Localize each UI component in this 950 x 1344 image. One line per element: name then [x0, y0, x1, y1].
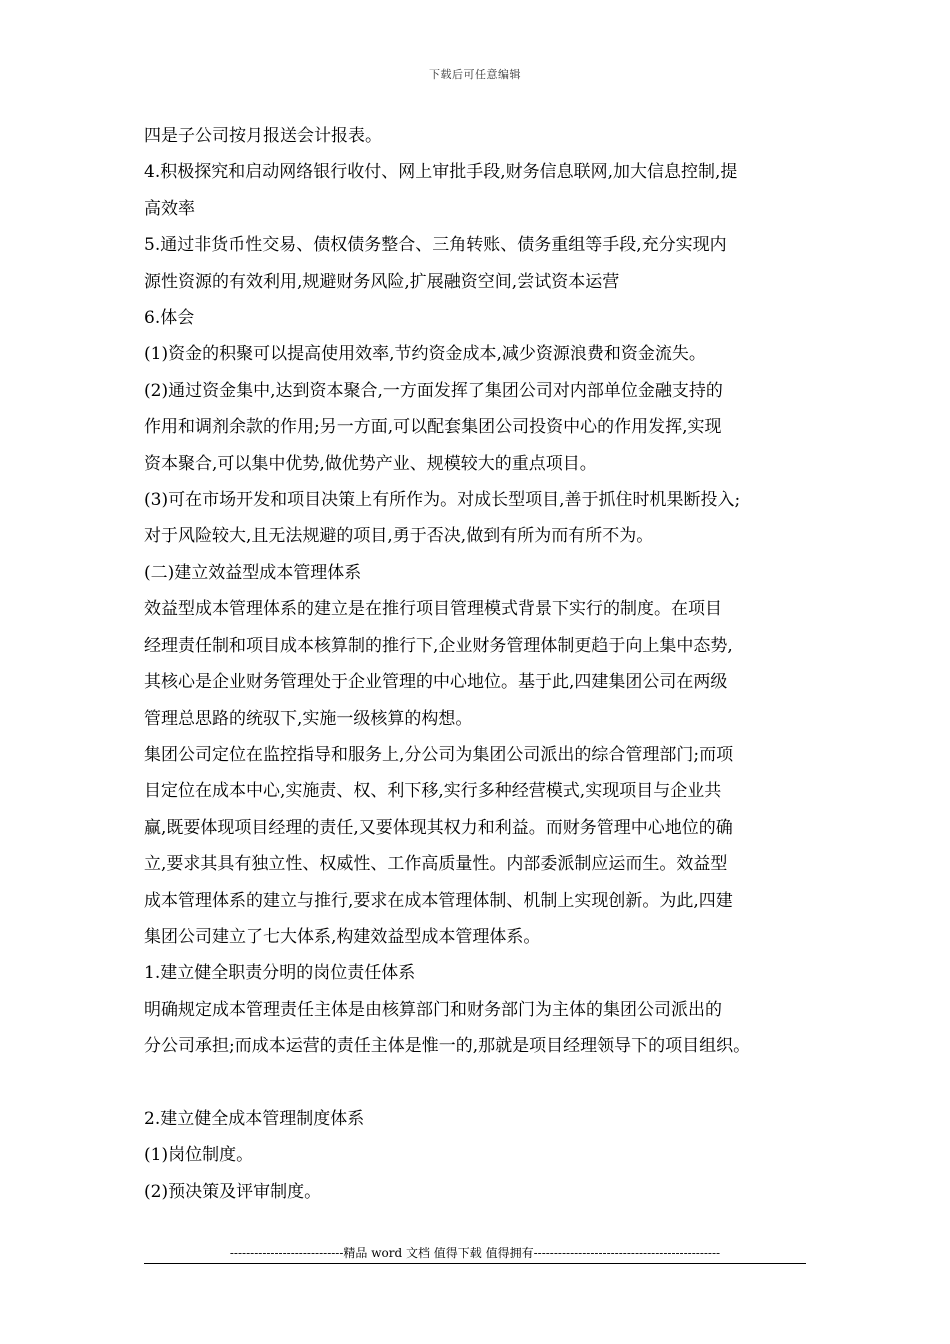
text-line: 资本聚合,可以集中优势,做优势产业、规模较大的重点项目。: [144, 453, 597, 474]
text-line: 集团公司建立了七大体系,构建效益型成本管理体系。: [144, 926, 541, 947]
text-line: 集团公司定位在监控指导和服务上,分公司为集团公司派出的综合管理部门;而项: [144, 744, 734, 765]
text-line: 四是子公司按月报送会计报表。: [144, 126, 382, 146]
text-line: 管理总思路的统驭下,实施一级核算的构想。: [144, 708, 473, 729]
text-line: 对于风险较大,且无法规避的项目,勇于否决,做到有所为而有所不为。: [144, 526, 654, 547]
text-line: (3)可在市场开发和项目决策上有所作为。对成长型项目,善于抓住时机果断投入;: [144, 490, 741, 511]
text-line: 赢,既要体现项目经理的责任,又要体现其权力和利益。而财务管理中心地位的确: [144, 817, 733, 838]
text-line: (1)岗位制度。: [144, 1145, 254, 1166]
text-line: 高效率: [144, 198, 195, 219]
text-line: 1.建立健全职责分明的岗位责任体系: [144, 963, 416, 984]
text-line: (二)建立效益型成本管理体系: [144, 562, 362, 583]
text-line: 4.积极探究和启动网络银行收付、网上审批手段,财务信息联网,加大信息控制,提: [144, 162, 738, 183]
text-line: 立,要求其具有独立性、权威性、工作高质量性。内部委派制应运而生。效益型: [144, 854, 728, 875]
text-line: 成本管理体系的建立与推行,要求在成本管理体制、机制上实现创新。为此,四建: [144, 890, 733, 911]
blank-line: [144, 1065, 820, 1101]
text-line: (2)通过资金集中,达到资本聚合,一方面发挥了集团公司对内部单位金融支持的: [144, 380, 723, 401]
text-line: 作用和调剂余款的作用;另一方面,可以配套集团公司投资中心的作用发挥,实现: [144, 417, 722, 438]
text-line: 2.建立健全成本管理制度体系: [144, 1108, 365, 1129]
text-line: 6.体会: [144, 308, 195, 329]
text-line: 经理责任制和项目成本核算制的推行下,企业财务管理体制更趋于向上集中态势,: [144, 635, 733, 656]
text-line: (2)预决策及评审制度。: [144, 1181, 322, 1202]
text-line: 源性资源的有效利用,规避财务风险,扩展融资空间,尝试资本运营: [144, 271, 620, 292]
text-line: 效益型成本管理体系的建立是在推行项目管理模式背景下实行的制度。在项目: [144, 599, 722, 620]
page-header: 下载后可任意编辑: [429, 68, 521, 81]
text-line: (1)资金的积聚可以提高使用效率,节约资金成本,减少资源浪费和资金流失。: [144, 344, 706, 365]
document-body: [144, 118, 820, 1210]
text-line: 明确规定成本管理责任主体是由核算部门和财务部门为主体的集团公司派出的: [144, 999, 722, 1020]
text-line: 目定位在成本中心,实施责、权、利下移,实行多种经营模式,实现项目与企业共: [144, 781, 722, 802]
text-line: 5.通过非货币性交易、债权债务整合、三角转账、债务重组等手段,充分实现内: [144, 235, 727, 256]
text-line: 其核心是企业财务管理处于企业管理的中心地位。基于此,四建集团公司在两级: [144, 672, 728, 693]
page-footer: ----------------------------精品 word 文档 值得下载 值得拥有----------------------------------------------: [144, 1244, 806, 1264]
text-line: 分公司承担;而成本运营的责任主体是惟一的,那就是项目经理领导下的项目组织。: [144, 1036, 751, 1057]
